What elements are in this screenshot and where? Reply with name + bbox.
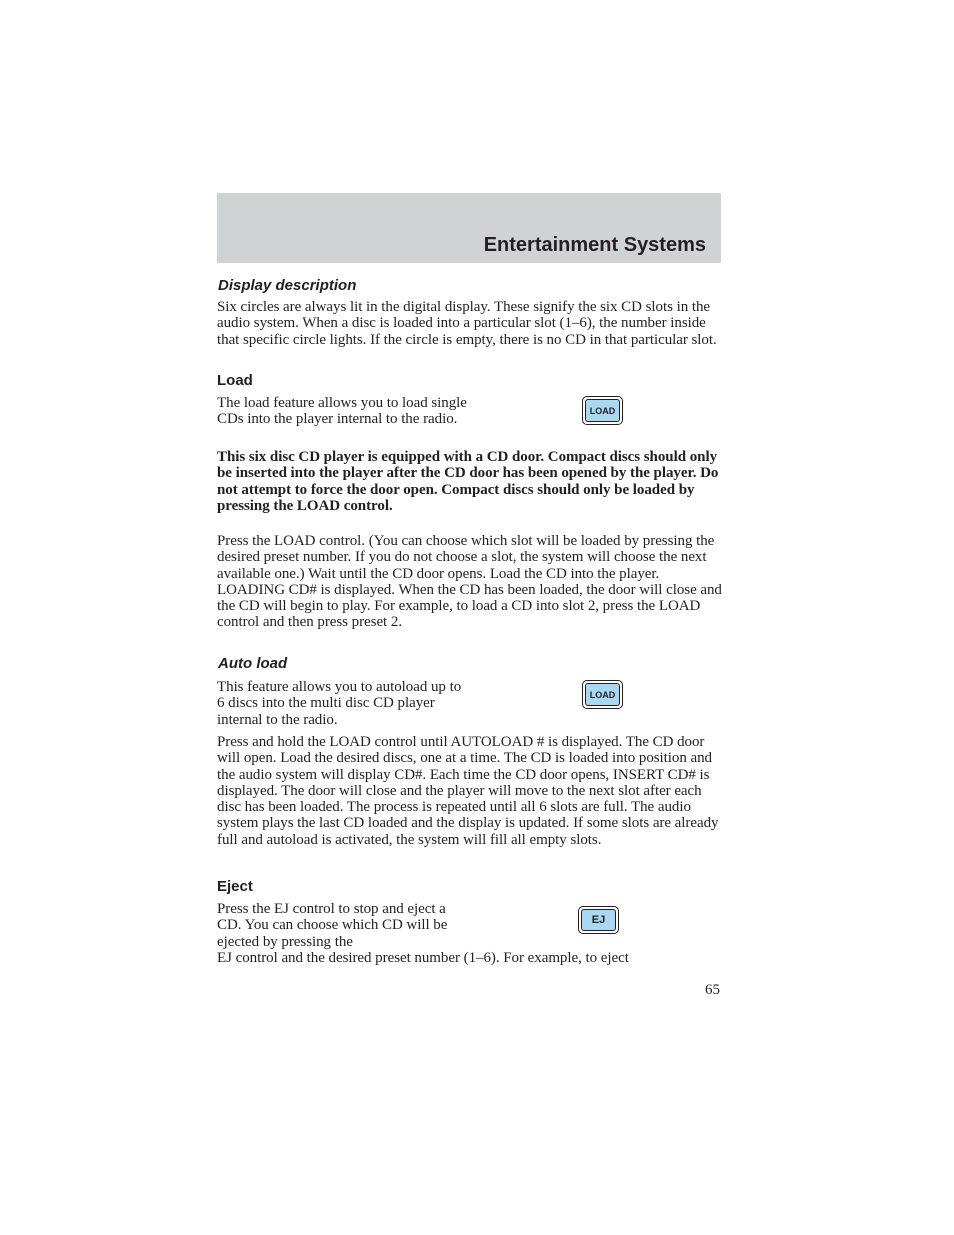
eject-intro-text: Press the EJ control to stop and eject a CD. You can choose which CD will be ejected by pressing the xyxy=(217,901,448,950)
display-description-heading: Display description xyxy=(218,277,357,294)
load-instructions-text: Press the LOAD control. (You can choose which slot will be loaded by pressing the desired preset number. If you do not choose a slot, the system will choose the next available one.) Wait until the CD door opens. Load the CD into the player. LOADING CD# is displayed. When the CD has been loaded, the door will close and the CD will begin to play. For example, to load a CD into slot 2, press the LOAD control and then press preset 2. xyxy=(217,533,722,631)
eject-heading: Eject xyxy=(217,878,253,895)
load-button-label: LOAD xyxy=(585,399,620,422)
auto-load-intro-text: This feature allows you to autoload up to 6 discs into the multi disc CD player internal to the radio. xyxy=(217,679,462,728)
load-heading: Load xyxy=(217,372,253,389)
auto-load-button-label: LOAD xyxy=(585,683,620,706)
section-header-band xyxy=(217,193,721,263)
eject-button-icon xyxy=(578,906,619,934)
page-number: 65 xyxy=(705,982,720,998)
eject-continuation-text: EJ control and the desired preset number (1–6). For example, to eject xyxy=(217,950,629,966)
load-intro-text: The load feature allows you to load single CDs into the player internal to the radio. xyxy=(217,395,467,428)
auto-load-instructions-text: Press and hold the LOAD control until AUTOLOAD # is displayed. The CD door will open. Load the desired discs, one at a time. The CD is loaded into position and the audio system will display CD#. Each time the CD door opens, INSERT CD# is displayed. The door will close and the player will move to the next slot after each disc has been loaded. The process is repeated until all 6 slots are full. The audio system plays the last CD loaded and the display is updated. If some slots are already full and autoload is activated, the system will fill all empty slots. xyxy=(217,734,719,848)
eject-button-label: EJ xyxy=(581,909,616,931)
auto-load-button-icon xyxy=(582,680,623,709)
auto-load-heading: Auto load xyxy=(218,655,288,672)
section-title: Entertainment Systems xyxy=(483,234,706,256)
load-button-icon xyxy=(582,396,623,425)
load-warning-text: This six disc CD player is equipped with a CD door. Compact discs should only be inserted into the player after the CD door has been opened by the player. Do not attempt to force the door open. Compact discs should only be loaded by pressing the LOAD control. xyxy=(217,449,719,514)
display-description-text: Six circles are always lit in the digital display. These signify the six CD slots in the audio system. When a disc is loaded into a particular slot (1–6), the number inside that specific circle lights. If the circle is empty, there is no CD in that particular slot. xyxy=(217,299,717,348)
